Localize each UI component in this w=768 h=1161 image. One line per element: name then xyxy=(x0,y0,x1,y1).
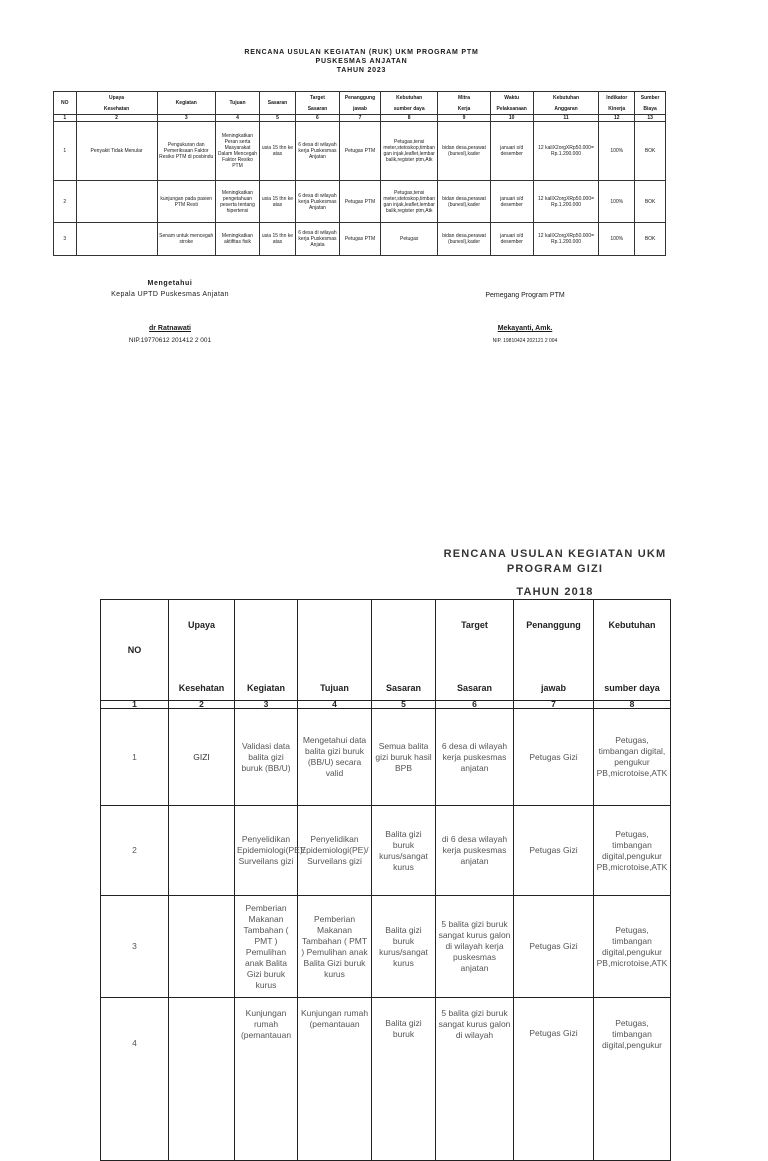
cell-waktu: januari s/d desember xyxy=(490,122,533,181)
gizi-table xyxy=(100,599,671,1161)
header-sumber-2: Biaya xyxy=(635,103,666,115)
header-upaya: Upaya xyxy=(169,600,235,677)
header-penanggung-2: jawab xyxy=(339,103,380,115)
cell-kegiatan: kunjungan pada pasien PTM Resti xyxy=(157,181,215,223)
sig-left-heading: Mengetahui xyxy=(147,280,193,287)
header-upaya: Upaya xyxy=(76,92,157,104)
header-anggaran-2: Anggaran xyxy=(533,103,599,115)
header-penanggung: Penanggung xyxy=(339,92,380,104)
table-row xyxy=(101,709,671,806)
cell-waktu: januari s/d desember xyxy=(490,181,533,223)
cell-no: 3 xyxy=(54,223,77,256)
cell-indikator: 100% xyxy=(599,122,635,181)
sig-right-name xyxy=(465,325,585,332)
sig-left-position: Kepala UPTD Puskesmas Anjatan xyxy=(111,291,229,298)
sig-right-name-text: Mekayanti, Amk. xyxy=(497,325,553,332)
cell-kegiatan: Validasi data balita gizi buruk (BB/U) xyxy=(235,709,298,806)
header-kegiatan: Kegiatan xyxy=(235,600,298,701)
doc1-title xyxy=(0,48,723,75)
table-row xyxy=(54,223,666,256)
header-waktu: Waktu xyxy=(490,92,533,104)
cell-penanggung: Petugas Gizi xyxy=(514,896,594,998)
header-sasaran: Sasaran xyxy=(372,600,436,701)
doc2-title-line: PROGRAM GIZI xyxy=(506,563,604,575)
header-penanggung: Penanggung xyxy=(514,600,594,677)
cell-target: 6 desa di wilayah kerja Puskesmas Anjata xyxy=(295,223,339,256)
table-row xyxy=(101,896,671,998)
header-kebutuhan-2: sumber daya xyxy=(380,103,437,115)
cell-tujuan: Pemberian Makanan Tambahan ( PMT ) Pemulihan anak Balita Gizi buruk kurus xyxy=(298,896,372,998)
cell-target: 5 balita gizi buruk sangat kurus galon di wilayah kerja puskesmas anjatan xyxy=(436,896,514,998)
cell-kebutuhan: Petugas,tensi meter,stetoskop,timbangan injak,leaflet,lembar balik,register ptm,Atk xyxy=(380,122,437,181)
col-number: 3 xyxy=(157,115,215,122)
header-kebutuhan: Kebutuhan xyxy=(594,600,671,677)
col-number: 1 xyxy=(54,115,77,122)
cell-penanggung: Petugas PTM xyxy=(339,122,380,181)
header-target: Target xyxy=(295,92,339,104)
sig-left-name-text: dr Ratnawati xyxy=(148,325,191,332)
doc2-title-line: TAHUN 2018 xyxy=(516,586,594,598)
cell-anggaran: 12 kalIX2orgXRp50.000= Rp.1.200.000 xyxy=(533,181,599,223)
col-number: 1 xyxy=(101,701,169,709)
col-number: 3 xyxy=(235,701,298,709)
header-mitra-2: Kerja xyxy=(438,103,490,115)
header-kebutuhan: Kebutuhan xyxy=(380,92,437,104)
col-number: 7 xyxy=(339,115,380,122)
cell-indikator: 100% xyxy=(599,181,635,223)
cell-kegiatan: Pemberian Makanan Tambahan ( PMT ) Pemulihan anak Balita Gizi buruk kurus xyxy=(235,896,298,998)
header-kebutuhan-2: sumber daya xyxy=(594,676,671,701)
cell-target: 6 desa di wilayah kerja Puskesmas Anjatan xyxy=(295,181,339,223)
cell-kebutuhan: Petugas, timbangan digital,pengukur PB,microtoise,ATK xyxy=(594,896,671,998)
col-number: 7 xyxy=(514,701,594,709)
header-upaya-2: Kesehatan xyxy=(76,103,157,115)
cell-no: 4 xyxy=(101,998,169,1161)
cell-penanggung: Petugas Gizi xyxy=(514,806,594,896)
cell-target: 6 desa di wilayah kerja Puskesmas Anjatan xyxy=(295,122,339,181)
cell-kebutuhan: Petugas xyxy=(380,223,437,256)
cell-anggaran: 12 kaliX2orgXRp50.000= Rp.1.200.000 xyxy=(533,122,599,181)
cell-sumber: BOK xyxy=(635,223,666,256)
col-number: 12 xyxy=(599,115,635,122)
cell-no: 2 xyxy=(54,181,77,223)
cell-no: 1 xyxy=(101,709,169,806)
cell-kebutuhan: Petugas, timbangan digital, pengukur PB,microtoise,ATK xyxy=(594,709,671,806)
cell-upaya xyxy=(169,896,235,998)
cell-tujuan: Meningkatkan pengetahuan peserta tentang hipertensi xyxy=(215,181,259,223)
cell-target: di 6 desa wilayah kerja puskesmas anjatan xyxy=(436,806,514,896)
header-tujuan: Tujuan xyxy=(215,92,259,115)
cell-tujuan: Kunjungan rumah (pemantauan xyxy=(298,998,372,1161)
cell-no: 3 xyxy=(101,896,169,998)
cell-indikator: 100% xyxy=(599,223,635,256)
cell-kegiatan: Kunjungan rumah (pemantauan xyxy=(235,998,298,1161)
cell-kegiatan: Senam untuk mencegah stroke xyxy=(157,223,215,256)
header-kegiatan: Kegiatan xyxy=(157,92,215,115)
sig-left-nip: NIP.19770612 201412 2 001 xyxy=(128,337,212,344)
header-penanggung-2: jawab xyxy=(514,676,594,701)
table-row xyxy=(54,181,666,223)
header-target: Target xyxy=(436,600,514,677)
col-number: 11 xyxy=(533,115,599,122)
col-number: 4 xyxy=(298,701,372,709)
col-number: 2 xyxy=(169,701,235,709)
header-indikator-2: Kinerja xyxy=(599,103,635,115)
cell-penanggung: Petugas Gizi xyxy=(514,998,594,1161)
header-no: NO xyxy=(101,600,169,701)
cell-target: 6 desa di wilayah kerja puskesmas anjatan xyxy=(436,709,514,806)
cell-tujuan: Mengetahui data balita gizi buruk (BB/U) secara valid xyxy=(298,709,372,806)
cell-mitra: bidan desa,perawat (bunesl),kader xyxy=(438,181,490,223)
cell-no: 1 xyxy=(54,122,77,181)
cell-sasaran: Balita gizi buruk kurus/sangat kurus xyxy=(372,806,436,896)
header-target-2: Sasaran xyxy=(295,103,339,115)
cell-sasaran: Balita gizi buruk kurus/sangat kurus xyxy=(372,896,436,998)
cell-upaya xyxy=(76,223,157,256)
header-tujuan: Tujuan xyxy=(298,600,372,701)
header-sumber: Sumber xyxy=(635,92,666,104)
cell-mitra: bidan desa,perawat (bunesl),kader xyxy=(438,122,490,181)
cell-penanggung: Petugas Gizi xyxy=(514,709,594,806)
doc1-title-line: TAHUN 2023 xyxy=(336,67,387,74)
cell-kebutuhan: Petugas, timbangan digital,pengukur PB,microtoise,ATK xyxy=(594,806,671,896)
col-number: 10 xyxy=(490,115,533,122)
header-no: NO xyxy=(54,92,77,115)
col-number: 8 xyxy=(380,115,437,122)
col-number: 4 xyxy=(215,115,259,122)
cell-upaya: Penyakit Tidak Menular xyxy=(76,122,157,181)
header-upaya-2: Kesehatan xyxy=(169,676,235,701)
sig-left-name xyxy=(100,325,240,332)
header-waktu-2: Pelaksanaan xyxy=(490,103,533,115)
column-number-row xyxy=(101,701,671,709)
cell-target: 5 balita gizi buruk sangat kurus galon di wilayah xyxy=(436,998,514,1161)
cell-upaya xyxy=(169,998,235,1161)
cell-upaya: GIZI xyxy=(169,709,235,806)
header-anggaran: Kebutuhan xyxy=(533,92,599,104)
cell-sasaran: Semua balita gizi buruk hasil BPB xyxy=(372,709,436,806)
cell-kegiatan: Penyelidikan Epidemiologi(PE)/ Surveilans gizi xyxy=(235,806,298,896)
cell-penanggung: Petugas PTM xyxy=(339,223,380,256)
cell-penanggung: Petugas PTM xyxy=(339,181,380,223)
cell-kegiatan: Pengukuran dan Pemeriksaan Faktor Resiko PTM di posbindu xyxy=(157,122,215,181)
cell-tujuan: Penyelidikan Epidemiologi(PE)/ Surveilans gizi xyxy=(298,806,372,896)
table-row xyxy=(101,806,671,896)
cell-sasaran: usia 15 thn ke atas xyxy=(260,181,296,223)
doc1-title-line: RENCANA USULAN KEGIATAN (RUK) UKM PROGRAM PTM xyxy=(244,49,479,56)
cell-kebutuhan: Petugas, timbangan digital,pengukur xyxy=(594,998,671,1161)
col-number: 13 xyxy=(635,115,666,122)
col-number: 6 xyxy=(295,115,339,122)
sig-right-nip: NIP. 19810424 202121 2 004 xyxy=(492,338,558,344)
cell-upaya xyxy=(76,181,157,223)
header-mitra: Mitra xyxy=(438,92,490,104)
cell-sumber: BOK xyxy=(635,181,666,223)
cell-tujuan: Meningkatkan aktifitas fisik xyxy=(215,223,259,256)
table-row xyxy=(54,122,666,181)
cell-sumber: BOK xyxy=(635,122,666,181)
doc1-title-line: PUSKESMAS ANJATAN xyxy=(315,58,408,65)
header-sasaran: Sasaran xyxy=(260,92,296,115)
cell-anggaran: 12 kalIX2orgXRp50.000= Rp.1.200.000 xyxy=(533,223,599,256)
col-number: 5 xyxy=(372,701,436,709)
cell-waktu: januari s/d desember xyxy=(490,223,533,256)
cell-sasaran: usia 15 thn ke atas xyxy=(260,223,296,256)
col-number: 6 xyxy=(436,701,514,709)
cell-kebutuhan: Petugas,tensi meter,stetoskop,timbangan injak,leaflet,lembar balik,register ptm,Atk xyxy=(380,181,437,223)
cell-sasaran: Balita gizi buruk xyxy=(372,998,436,1161)
ptm-table xyxy=(53,91,666,256)
column-number-row xyxy=(54,115,666,122)
cell-upaya xyxy=(169,806,235,896)
col-number: 5 xyxy=(260,115,296,122)
col-number: 8 xyxy=(594,701,671,709)
col-number: 2 xyxy=(76,115,157,122)
cell-sasaran: usia 15 thn ke atas xyxy=(260,122,296,181)
col-number: 9 xyxy=(438,115,490,122)
cell-no: 2 xyxy=(101,806,169,896)
cell-tujuan: Meningkatkan Peran serta Masyarakat Dalam Mencegah Faktor Resiko PTM xyxy=(215,122,259,181)
cell-mitra: bidan desa,perawat (bunesl),kader xyxy=(438,223,490,256)
table-row xyxy=(101,998,671,1161)
sig-right-position: Pemegang Program PTM xyxy=(485,292,565,299)
doc2-title-line: RENCANA USULAN KEGIATAN UKM xyxy=(443,548,667,560)
header-indikator: Indikator xyxy=(599,92,635,104)
header-target-2: Sasaran xyxy=(436,676,514,701)
